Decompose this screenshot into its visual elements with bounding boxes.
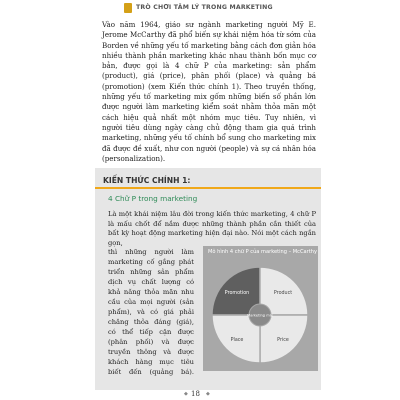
key-knowledge-box (95, 168, 321, 390)
book-logo-icon (124, 3, 132, 13)
column-text-line: cầu của mọi người (sản (108, 298, 194, 306)
column-text-line: phẩm), và có giá phải (108, 308, 194, 316)
key-knowledge-title: KIẾN THỨC CHÍNH 1: (103, 176, 191, 185)
key-knowledge-header (95, 173, 321, 189)
four-p-pie (203, 246, 318, 371)
label-promotion: Promotion (224, 291, 250, 296)
column-text-line: biết đến (quảng bá). (108, 368, 194, 376)
label-product: Product (273, 291, 293, 296)
column-text-line: dịch vụ chất lượng có (108, 278, 194, 286)
page-marker-right-icon: ◆ (206, 391, 210, 397)
center-label: Marketing mix (247, 313, 273, 318)
column-text-line: (phân phối) và được (108, 338, 194, 346)
key-knowledge-subtitle: 4 Chữ P trong marketing (108, 194, 198, 203)
page-number: 18 (191, 390, 200, 398)
body-paragraph: Vào năm 1964, giáo sư ngành marketing người Mỹ E. Jerome McCarthy đã phổ biến sự khái niệm hóa từ sớm của Borden về những yếu tố marketing bằng cách đơn giản hóa nhiều thành phần marketing khác nhau thành bốn mục cơ bản, được gọi là 4 chữ P của marketing: sản phẩm (product), giá (price), phân phối (place) và quảng bá (promotion) (xem Kiến thức chính 1). Theo truyền thống, những yếu tố marketing mix gốm những biến số phần lớn được người làm marketing kiểm soát nhằm thỏa mãn một cách hiệu quả nhất một nhóm mục tiêu. Tuy nhiên, vì người tiêu dùng ngày càng chủ động tham gia quá trình marketing, những yếu tố chính bổ sung cho marketing mix đã được đề xuất, như con người (people) và sự cá nhân hóa (personalization). (102, 20, 316, 163)
column-text-line: truyền thông và được (108, 348, 194, 356)
column-text-line: marketing cố gắng phát (108, 258, 194, 266)
label-place: Place (230, 338, 244, 343)
column-text-line: có thể tiếp cận được (108, 328, 194, 336)
column-text-line: khách hàng mục tiêu (108, 358, 194, 366)
column-text-line: chăng thỏa đáng (giá), (108, 318, 194, 326)
page-marker-left-icon: ◆ (184, 391, 188, 397)
four-p-diagram (203, 246, 318, 371)
column-text-line: khả năng thỏa mãn nhu (108, 288, 194, 296)
column-text-line: thì những người làm (108, 248, 194, 256)
column-text-line: triển những sản phẩm (108, 268, 194, 276)
label-price: Price (277, 338, 289, 343)
diagram-title: Mô hình 4 chữ P của marketing – McCarthy (208, 249, 317, 255)
key-knowledge-intro: Là một khái niệm lâu đời trong kiến thức marketing, 4 chữ P là mấu chốt để nắm được những thành phần cần thiết của bất kỳ hoạt động marketing hiện đại nào. Nói một cách ngắn gọn, (108, 210, 316, 248)
running-title: TRÒ CHƠI TÂM LÝ TRONG MARKETING (136, 4, 273, 11)
